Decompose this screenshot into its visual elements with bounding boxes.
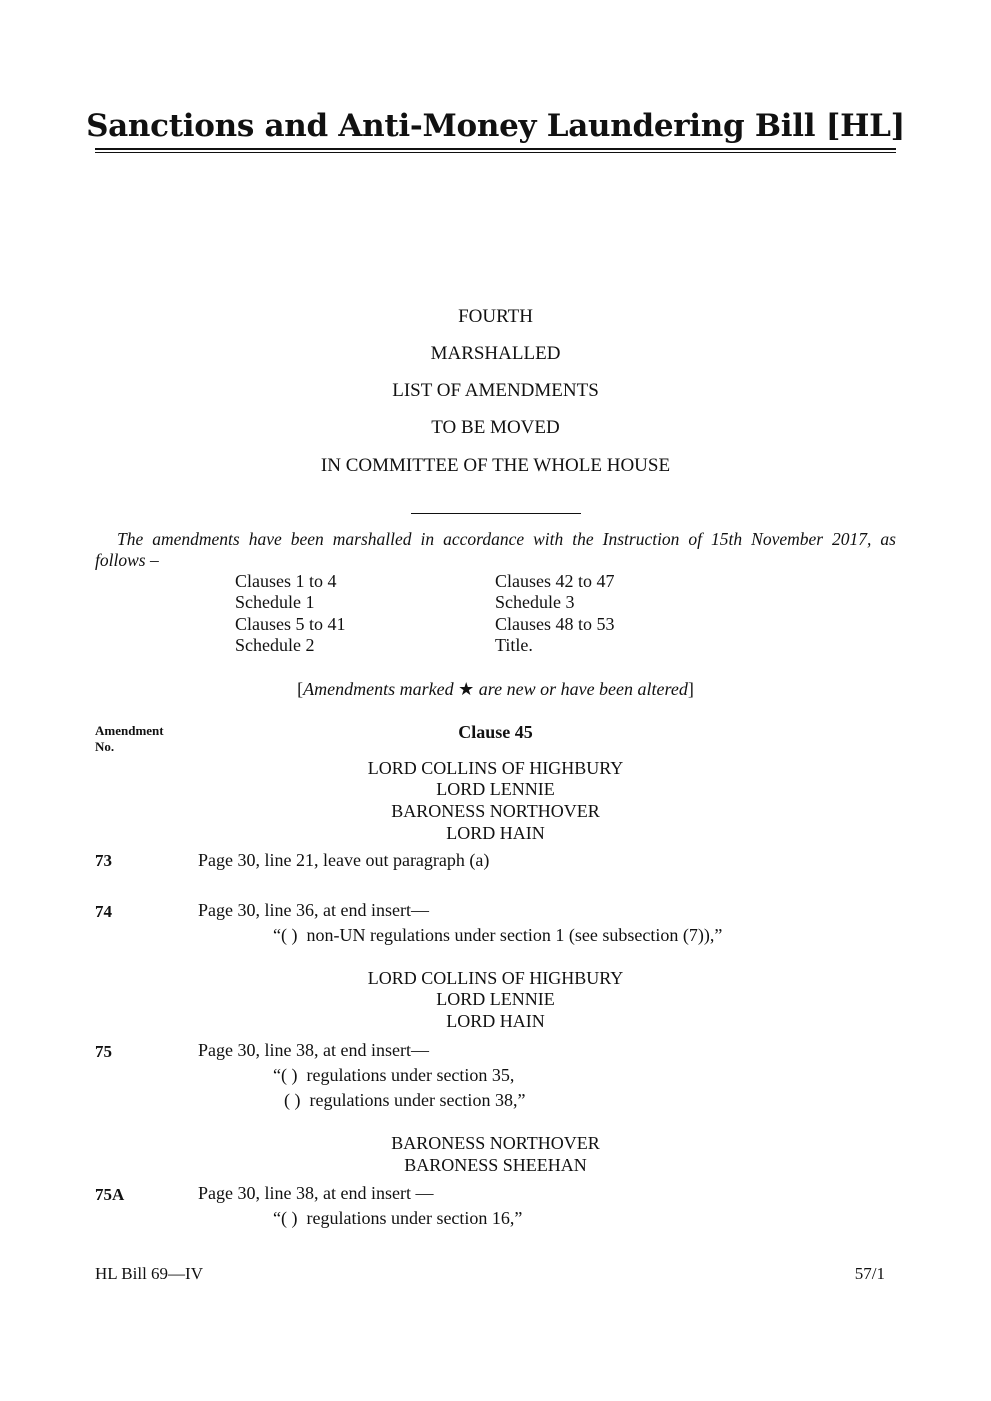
sponsor-name: BARONESS NORTHOVER bbox=[391, 1133, 600, 1153]
insert-text: ( ) regulations under section 38,” bbox=[284, 1090, 526, 1110]
star-note bbox=[0, 679, 991, 700]
clause-heading: Clause 45 bbox=[458, 722, 533, 742]
footer-bill-ref: HL Bill 69—IV bbox=[95, 1264, 203, 1283]
insert-text: “( ) regulations under section 35, bbox=[273, 1065, 515, 1085]
heading-line: TO BE MOVED bbox=[431, 417, 560, 438]
amendment-number: 75 bbox=[95, 1042, 112, 1061]
amendment-number: 73 bbox=[95, 851, 112, 870]
order-item: Title. bbox=[495, 635, 533, 655]
sponsor-name: LORD LENNIE bbox=[436, 779, 555, 799]
insert-text: “( ) regulations under section 16,” bbox=[273, 1208, 523, 1228]
heading-line: FOURTH bbox=[458, 306, 533, 327]
label-line: No. bbox=[95, 739, 115, 754]
amendment-text: Page 30, line 38, at end insert— bbox=[198, 1040, 429, 1060]
bracket: ] bbox=[687, 679, 694, 699]
amendment-text: Page 30, line 38, at end insert — bbox=[198, 1183, 434, 1203]
separator-rule bbox=[411, 513, 581, 514]
sponsor-name: LORD HAIN bbox=[446, 1011, 545, 1031]
heading-line: MARSHALLED bbox=[430, 343, 561, 364]
amendment-number: 75A bbox=[95, 1185, 125, 1204]
sponsor-name: LORD COLLINS OF HIGHBURY bbox=[367, 758, 624, 778]
order-item: Clauses 42 to 47 bbox=[495, 571, 615, 591]
order-item: Schedule 2 bbox=[235, 635, 315, 655]
heading-line: LIST OF AMENDMENTS bbox=[392, 380, 599, 401]
order-item: Clauses 1 to 4 bbox=[235, 571, 337, 591]
title-rule-thin bbox=[95, 152, 896, 153]
insert-text: “( ) non-UN regulations under section 1 (see subsection (7)),” bbox=[273, 925, 723, 945]
order-item: Clauses 48 to 53 bbox=[495, 614, 615, 634]
intro-line-1: The amendments have been marshalled in accordance with the Instruction of 15th November 2017, as bbox=[117, 529, 896, 549]
footer-page-ref: 57/1 bbox=[854, 1264, 885, 1283]
amendment-text: Page 30, line 36, at end insert— bbox=[198, 900, 429, 920]
note-text: Amendments marked bbox=[303, 679, 459, 699]
sponsor-name: BARONESS NORTHOVER bbox=[391, 801, 600, 821]
note-text: are new or have been altered bbox=[474, 679, 688, 699]
amendment-text: Page 30, line 21, leave out paragraph (a) bbox=[198, 850, 490, 870]
bracket: [ bbox=[297, 679, 304, 699]
order-item: Schedule 3 bbox=[495, 592, 575, 612]
intro-line-2: follows – bbox=[95, 550, 159, 570]
bill-title: Sanctions and Anti-Money Laundering Bill [HL] bbox=[86, 108, 905, 144]
amendment-number: 74 bbox=[95, 902, 112, 921]
star-icon: ★ bbox=[458, 679, 475, 699]
order-item: Clauses 5 to 41 bbox=[235, 614, 346, 634]
sponsor-name: BARONESS SHEEHAN bbox=[404, 1155, 587, 1175]
title-rule bbox=[95, 148, 896, 150]
order-item: Schedule 1 bbox=[235, 592, 315, 612]
sponsor-name: LORD COLLINS OF HIGHBURY bbox=[367, 968, 624, 988]
sponsor-name: LORD HAIN bbox=[446, 823, 545, 843]
sponsor-name: LORD LENNIE bbox=[436, 989, 555, 1009]
label-line: Amendment bbox=[95, 723, 164, 738]
heading-line: IN COMMITTEE OF THE WHOLE HOUSE bbox=[320, 455, 671, 476]
